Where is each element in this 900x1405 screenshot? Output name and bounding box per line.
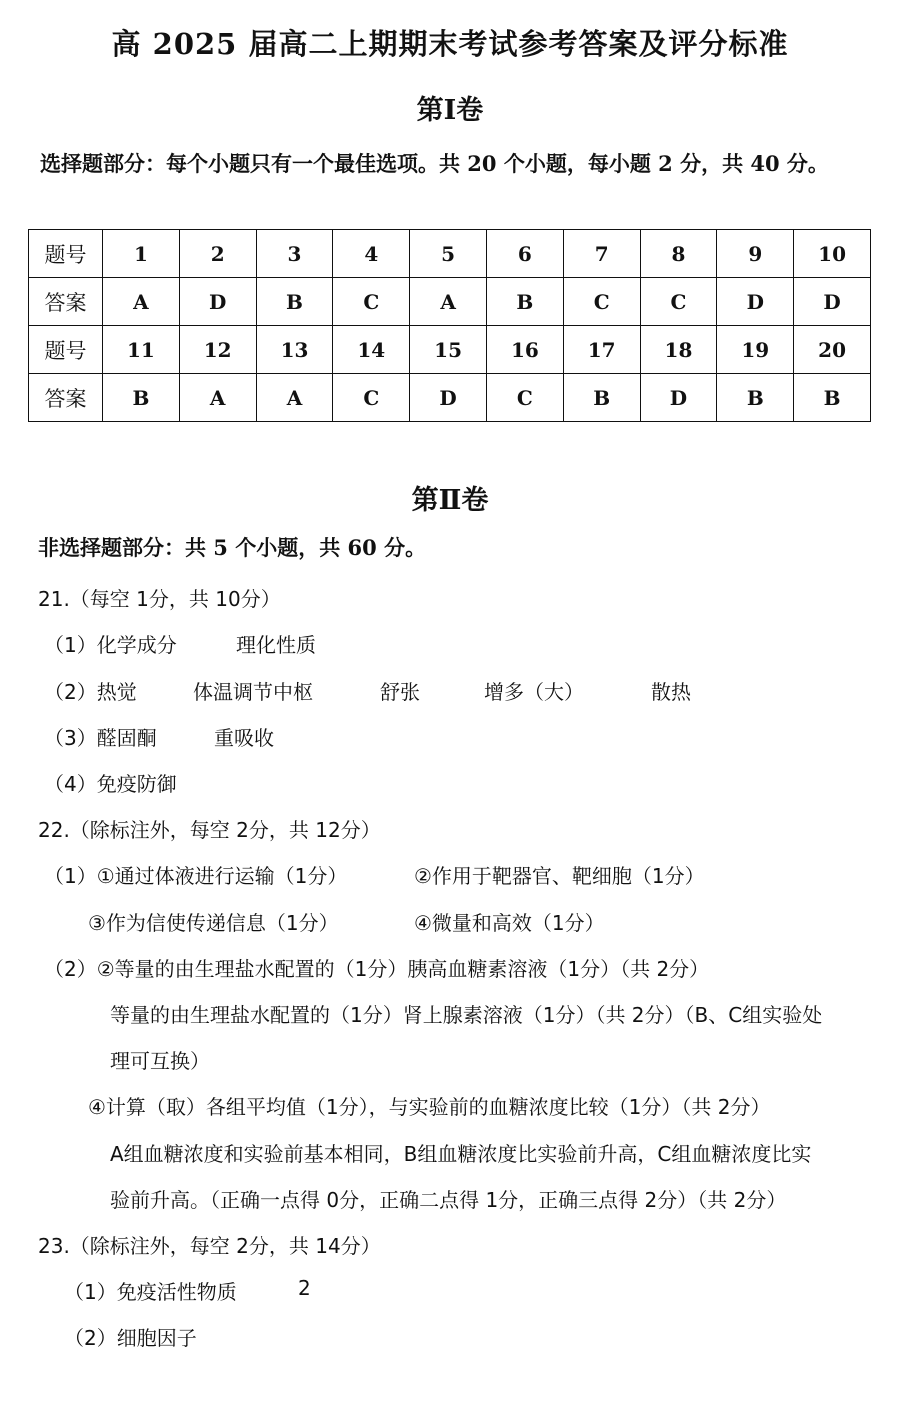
question-number: 2 [179,230,256,278]
row-label: 题号 [29,326,103,374]
answer-cell: D [410,374,487,422]
question-number: 14 [333,326,410,374]
answer-cell: B [717,374,794,422]
answer-table [28,229,871,422]
question-number: 10 [794,230,871,278]
part2-intro: 非选择题部分：共 5 个小题，共 60 分。 [38,535,427,560]
answer-cell: B [103,374,180,422]
answer-cell: C [333,374,410,422]
answer-cell: A [103,278,180,326]
table-row [29,230,871,278]
question-number: 8 [640,230,717,278]
answer-cell: B [794,374,871,422]
q23-answer: （1）免疫活性物质 [64,1280,237,1304]
question-number: 12 [179,326,256,374]
q21-answer: 增多（大） [484,680,584,704]
q22-answer: （2）②等量的由生理盐水配置的（1分）胰高血糖素溶液（1分）（共 2分） [44,957,710,981]
question-number: 4 [333,230,410,278]
question-number: 6 [486,230,563,278]
answer-cell: D [794,278,871,326]
q21-answer: （1）化学成分 [44,633,177,657]
answer-cell: C [640,278,717,326]
q22-answer: ④计算（取）各组平均值（1分），与实验前的血糖浓度比较（1分）（共 2分） [88,1095,771,1119]
q23-heading: 23.（除标注外，每空 2分，共 14分） [38,1234,381,1258]
q22-answer: A组血糖浓度和实验前基本相同，B组血糖浓度比实验前升高，C组血糖浓度比实 [110,1142,812,1166]
answer-cell: B [256,278,333,326]
row-label: 答案 [29,278,103,326]
answer-cell: D [179,278,256,326]
question-number: 15 [410,326,487,374]
row-label: 题号 [29,230,103,278]
answer-cell: B [563,374,640,422]
part1-intro: 选择题部分：每个小题只有一个最佳选项。共 20 个小题，每小题 2 分，共 40 分。 [40,151,829,176]
answer-cell: C [563,278,640,326]
question-number: 13 [256,326,333,374]
answer-cell: C [333,278,410,326]
q21-answer: （3）醛固酮 [44,726,157,750]
question-number: 7 [563,230,640,278]
q23-answer: 2 [298,1276,311,1300]
answer-cell: A [179,374,256,422]
part2-heading: 第Ⅱ卷 [411,485,489,516]
q21-answer: （2）热觉 [44,680,137,704]
table-row [29,278,871,326]
question-number: 11 [103,326,180,374]
table-row [29,374,871,422]
answer-cell: A [410,278,487,326]
page-title: 高 2025 届高二上期期末考试参考答案及评分标准 [111,27,789,61]
q21-answer: （4）免疫防御 [44,772,177,796]
question-number: 16 [486,326,563,374]
q21-answer: 舒张 [380,680,420,704]
answer-cell: D [640,374,717,422]
q22-answer: 等量的由生理盐水配置的（1分）肾上腺素溶液（1分）（共 2分）（B、C组实验处 [110,1003,823,1027]
question-number: 17 [563,326,640,374]
answer-cell: B [486,278,563,326]
q23-answer: （2）细胞因子 [64,1326,197,1350]
q22-heading: 22.（除标注外，每空 2分，共 12分） [38,818,381,842]
answer-cell: A [256,374,333,422]
question-number: 20 [794,326,871,374]
question-number: 1 [103,230,180,278]
answer-cell: D [717,278,794,326]
row-label: 答案 [29,374,103,422]
q22-answer: ②作用于靶器官、靶细胞（1分） [414,864,705,888]
q21-answer: 体温调节中枢 [193,680,313,704]
q21-answer: 散热 [651,680,691,704]
question-number: 9 [717,230,794,278]
q22-answer: 理可互换） [110,1049,210,1073]
answer-cell: C [486,374,563,422]
table-row [29,326,871,374]
q21-heading: 21.（每空 1分，共 10分） [38,587,281,611]
q21-answer: 理化性质 [236,633,316,657]
part1-heading: 第Ⅰ卷 [416,95,484,126]
question-number: 3 [256,230,333,278]
q21-answer: 重吸收 [214,726,274,750]
q22-answer: 验前升高。（正确一点得 0分，正确二点得 1分，正确三点得 2分）（共 2分） [110,1188,787,1212]
question-number: 5 [410,230,487,278]
question-number: 19 [717,326,794,374]
q22-answer: （1）①通过体液进行运输（1分） [44,864,348,888]
q22-answer: ④微量和高效（1分） [414,911,605,935]
question-number: 18 [640,326,717,374]
q22-answer: ③作为信使传递信息（1分） [88,911,339,935]
